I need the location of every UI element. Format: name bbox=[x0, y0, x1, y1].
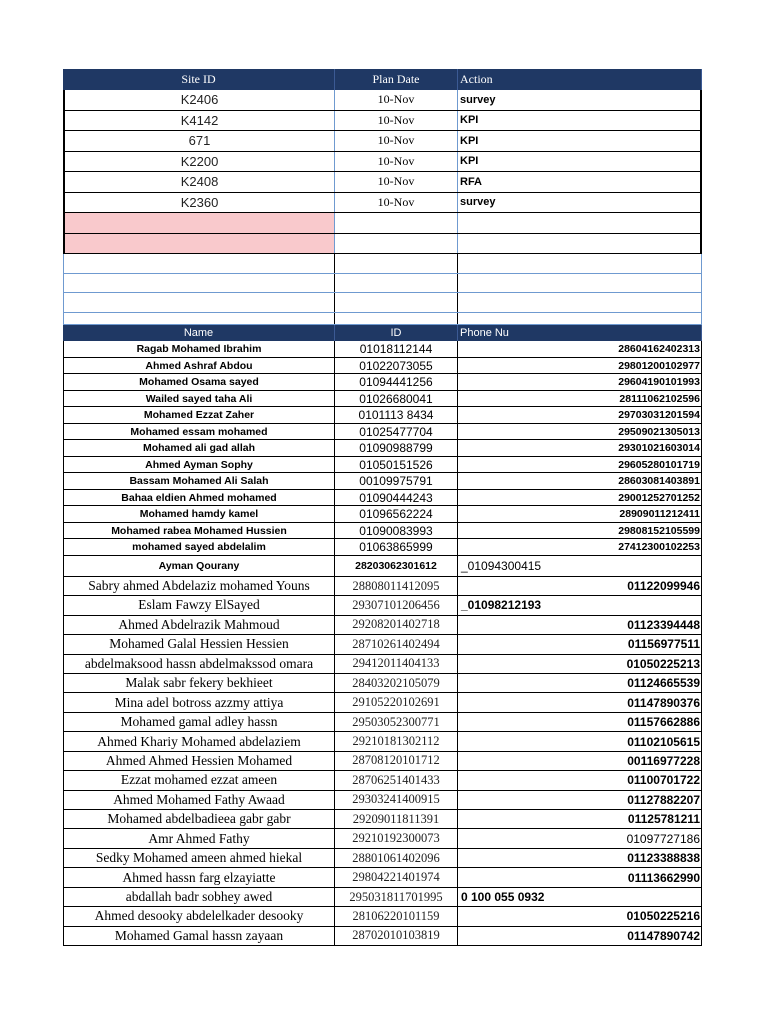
name-cell[interactable]: Ahmed Khariy Mohamed abdelaziem bbox=[64, 732, 335, 750]
plan-row bbox=[63, 111, 702, 132]
phone-cell[interactable]: 01123394448 bbox=[627, 617, 700, 632]
name-cell[interactable]: Sabry ahmed Abdelaziz mohamed Youns bbox=[64, 577, 335, 595]
person-row bbox=[63, 791, 702, 810]
people-header-row bbox=[63, 325, 702, 341]
name-cell[interactable]: Mina adel botross azzmy attiya bbox=[64, 693, 335, 711]
id-cell[interactable]: 29307101206456 bbox=[335, 596, 458, 614]
action-cell[interactable]: KPI bbox=[460, 114, 479, 127]
site-id-cell[interactable]: K2200 bbox=[65, 152, 335, 172]
empty-cell[interactable] bbox=[335, 274, 458, 293]
phone-cell[interactable]: 01100701722 bbox=[627, 773, 700, 788]
phone-cell[interactable]: 29001252701252 bbox=[618, 491, 700, 504]
phone-cell[interactable]: 01127882207 bbox=[627, 792, 700, 807]
person-row bbox=[63, 927, 702, 946]
action-cell[interactable]: survey bbox=[460, 196, 496, 209]
name-cell[interactable]: Ahmed Ahmed Hessien Mohamed bbox=[64, 752, 335, 770]
id-cell[interactable]: 29412011404133 bbox=[335, 655, 458, 673]
name-cell[interactable]: Bassam Mohamed Ali Salah bbox=[64, 473, 335, 489]
id-cell[interactable]: 01022073055 bbox=[335, 358, 458, 374]
id-cell[interactable]: 01050151526 bbox=[335, 457, 458, 473]
id-cell[interactable]: 01096562224 bbox=[335, 506, 458, 522]
phone-cell[interactable]: 01147890376 bbox=[627, 695, 700, 710]
person-row bbox=[63, 655, 702, 674]
person-row bbox=[63, 888, 702, 907]
person-row bbox=[63, 391, 702, 408]
name-cell[interactable]: Mohamed hamdy kamel bbox=[64, 506, 335, 522]
plan-date-cell[interactable] bbox=[335, 234, 458, 254]
plan-date-cell[interactable]: 10-Nov bbox=[335, 131, 458, 151]
name-cell[interactable]: Ahmed Ashraf Abdou bbox=[64, 358, 335, 374]
person-row bbox=[63, 473, 702, 490]
action-cell[interactable]: KPI bbox=[460, 134, 479, 147]
phone-cell[interactable]: 28909011212411 bbox=[619, 508, 700, 521]
id-cell[interactable]: 28203062301612 bbox=[335, 556, 458, 576]
person-row bbox=[63, 490, 702, 507]
plan-header-row bbox=[63, 69, 702, 90]
site-id-header[interactable]: Site ID bbox=[63, 69, 335, 90]
empty-row bbox=[63, 293, 702, 313]
phone-cell[interactable]: _01098212193 bbox=[461, 598, 542, 613]
plan-row-empty bbox=[63, 234, 702, 255]
id-cell[interactable]: 0101113 8434 bbox=[335, 407, 458, 423]
id-cell[interactable]: 01094441256 bbox=[335, 374, 458, 390]
person-row bbox=[63, 539, 702, 556]
name-cell[interactable]: Ahmed desooky abdelelkader desooky bbox=[64, 907, 335, 925]
name-cell[interactable]: Eslam Fawzy ElSayed bbox=[64, 596, 335, 614]
person-row bbox=[63, 616, 702, 635]
phone-cell[interactable]: 01147890742 bbox=[627, 928, 700, 943]
empty-cell[interactable] bbox=[458, 274, 701, 293]
name-cell[interactable]: Mohamed rabea Mohamed Hussien bbox=[64, 523, 335, 539]
site-id-cell[interactable]: 671 bbox=[65, 131, 335, 151]
phone-cell[interactable]: 29605280101719 bbox=[618, 458, 700, 471]
phone-cell[interactable]: 0 100 055 0932 bbox=[461, 890, 545, 904]
name-cell[interactable]: Mohamed Osama sayed bbox=[64, 374, 335, 390]
name-cell[interactable]: Wailed sayed taha Ali bbox=[64, 391, 335, 407]
site-id-cell[interactable] bbox=[65, 213, 335, 233]
person-row bbox=[63, 810, 702, 829]
person-row bbox=[63, 635, 702, 654]
id-cell[interactable]: 29210192300073 bbox=[335, 829, 458, 847]
empty-row bbox=[63, 313, 702, 326]
plan-date-cell[interactable] bbox=[335, 213, 458, 233]
person-row bbox=[63, 732, 702, 751]
person-row bbox=[63, 424, 702, 441]
site-id-cell[interactable] bbox=[65, 234, 335, 254]
id-cell[interactable]: 28706251401433 bbox=[335, 771, 458, 789]
name-cell[interactable]: Ahmed Mohamed Fathy Awaad bbox=[64, 791, 335, 809]
empty-cell[interactable] bbox=[335, 254, 458, 273]
plan-row bbox=[63, 90, 702, 111]
action-cell[interactable]: KPI bbox=[460, 155, 479, 168]
name-cell[interactable]: mohamed sayed abdelalim bbox=[64, 539, 335, 555]
person-row bbox=[63, 868, 702, 887]
person-row bbox=[63, 596, 702, 615]
action-header[interactable]: Action bbox=[458, 69, 702, 90]
plan-date-cell[interactable]: 10-Nov bbox=[335, 90, 458, 110]
name-cell[interactable]: Mohamed essam mohamed bbox=[64, 424, 335, 440]
name-cell[interactable]: Mohamed ali gad allah bbox=[64, 440, 335, 456]
phone-cell[interactable]: 28603081403891 bbox=[618, 475, 700, 488]
plan-date-cell[interactable]: 10-Nov bbox=[335, 152, 458, 172]
id-cell[interactable]: 01090988799 bbox=[335, 440, 458, 456]
name-cell[interactable]: Mohamed Gamal hassn zayaan bbox=[64, 927, 335, 945]
plan-row bbox=[63, 131, 702, 152]
empty-row bbox=[63, 274, 702, 294]
name-header[interactable]: Name bbox=[63, 325, 335, 341]
phone-header[interactable]: Phone Nu bbox=[458, 325, 702, 341]
person-row bbox=[63, 506, 702, 523]
phone-cell[interactable]: 01125781211 bbox=[627, 812, 700, 827]
name-cell[interactable]: Ahmed Abdelrazik Mahmoud bbox=[64, 616, 335, 634]
id-cell[interactable]: 01025477704 bbox=[335, 424, 458, 440]
empty-row bbox=[63, 254, 702, 274]
site-id-cell[interactable]: K4142 bbox=[65, 111, 335, 131]
id-cell[interactable]: 00109975791 bbox=[335, 473, 458, 489]
name-cell[interactable]: Ayman Qourany bbox=[64, 556, 335, 576]
person-row bbox=[63, 358, 702, 375]
id-cell[interactable]: 28403202105079 bbox=[335, 674, 458, 692]
person-row bbox=[63, 693, 702, 712]
person-row bbox=[63, 771, 702, 790]
name-cell[interactable]: Ahmed Ayman Sophy bbox=[64, 457, 335, 473]
person-row bbox=[63, 457, 702, 474]
id-header[interactable]: ID bbox=[335, 325, 458, 341]
id-cell[interactable]: 29503052300771 bbox=[335, 713, 458, 731]
person-row bbox=[63, 341, 702, 358]
id-cell[interactable]: 01026680041 bbox=[335, 391, 458, 407]
id-cell[interactable]: 29210181302112 bbox=[335, 732, 458, 750]
phone-cell[interactable]: 28604162402313 bbox=[618, 343, 700, 356]
phone-cell[interactable]: 29703031201594 bbox=[618, 409, 700, 422]
phone-cell[interactable]: 28111062102596 bbox=[619, 392, 700, 405]
empty-cell[interactable] bbox=[458, 254, 701, 273]
phone-cell[interactable]: 29301021603014 bbox=[618, 442, 700, 455]
phone-cell[interactable]: 00116977228 bbox=[627, 753, 700, 768]
id-cell[interactable]: 29804221401974 bbox=[335, 868, 458, 886]
id-cell[interactable]: 28702010103819 bbox=[335, 927, 458, 945]
person-row bbox=[63, 849, 702, 868]
site-id-cell[interactable]: K2406 bbox=[65, 90, 335, 110]
name-cell[interactable]: Malak sabr fekery bekhieet bbox=[64, 674, 335, 692]
person-row bbox=[63, 674, 702, 693]
id-cell[interactable]: 28801061402096 bbox=[335, 849, 458, 867]
phone-cell[interactable]: 27412300102253 bbox=[618, 541, 700, 554]
phone-cell[interactable]: 29808152105599 bbox=[618, 524, 700, 537]
plan-date-header[interactable]: Plan Date bbox=[335, 69, 458, 90]
id-cell[interactable]: 29208201402718 bbox=[335, 616, 458, 634]
phone-cell[interactable]: 01122099946 bbox=[627, 579, 700, 593]
phone-cell[interactable]: 01113662990 bbox=[627, 870, 700, 885]
person-row bbox=[63, 907, 702, 926]
id-cell[interactable]: 01090444243 bbox=[335, 490, 458, 506]
empty-cell[interactable] bbox=[64, 274, 335, 293]
phone-cell[interactable]: 01157662886 bbox=[627, 715, 700, 730]
plan-date-cell[interactable]: 10-Nov bbox=[335, 172, 458, 192]
action-cell[interactable]: RFA bbox=[460, 175, 482, 188]
empty-cell[interactable] bbox=[458, 293, 701, 312]
name-cell[interactable]: Ahmed hassn farg elzayiatte bbox=[64, 868, 335, 886]
phone-cell[interactable]: 29604190101993 bbox=[618, 376, 700, 389]
name-cell[interactable]: Mohamed Ezzat Zaher bbox=[64, 407, 335, 423]
phone-cell[interactable]: 29801200102977 bbox=[618, 359, 700, 372]
id-cell[interactable]: 01063865999 bbox=[335, 539, 458, 555]
person-row bbox=[63, 577, 702, 596]
phone-cell[interactable]: 01123388838 bbox=[627, 851, 700, 866]
phone-cell[interactable]: 01124665539 bbox=[627, 676, 700, 691]
id-cell[interactable]: 01018112144 bbox=[335, 341, 458, 357]
action-cell[interactable]: survey bbox=[460, 93, 496, 106]
spreadsheet bbox=[63, 69, 702, 946]
plan-row bbox=[63, 193, 702, 214]
phone-cell[interactable]: 01050225216 bbox=[626, 909, 700, 924]
empty-cell[interactable] bbox=[335, 293, 458, 312]
action-cell[interactable] bbox=[458, 234, 700, 254]
name-cell[interactable]: Sedky Mohamed ameen ahmed hiekal bbox=[64, 849, 335, 867]
person-row bbox=[63, 713, 702, 732]
name-cell[interactable]: Amr Ahmed Fathy bbox=[64, 829, 335, 847]
plan-row bbox=[63, 152, 702, 173]
name-cell[interactable]: Mohamed Galal Hessien Hessien bbox=[64, 635, 335, 653]
person-row bbox=[63, 752, 702, 771]
person-row bbox=[63, 523, 702, 540]
id-cell[interactable]: 28106220101159 bbox=[335, 907, 458, 925]
person-row bbox=[63, 556, 702, 577]
name-cell[interactable]: abdelmaksood hassn abdelmakssod omara bbox=[64, 655, 335, 673]
phone-cell[interactable]: 01156977511 bbox=[627, 637, 700, 652]
person-row bbox=[63, 829, 702, 848]
empty-cell[interactable] bbox=[64, 293, 335, 312]
id-cell[interactable]: 28708120101712 bbox=[335, 752, 458, 770]
id-cell[interactable]: 28808011412095 bbox=[335, 577, 458, 595]
person-row bbox=[63, 440, 702, 457]
name-cell[interactable]: Ezzat mohamed ezzat ameen bbox=[64, 771, 335, 789]
phone-cell[interactable]: 29509021305013 bbox=[618, 425, 700, 438]
name-cell[interactable]: Mohamed abdelbadieea gabr gabr bbox=[64, 810, 335, 828]
action-cell[interactable] bbox=[458, 213, 700, 233]
empty-cell[interactable] bbox=[64, 313, 335, 325]
name-cell[interactable]: abdallah badr sobhey awed bbox=[64, 888, 335, 906]
plan-row bbox=[63, 172, 702, 193]
person-row bbox=[63, 374, 702, 391]
empty-cell[interactable] bbox=[458, 313, 701, 325]
empty-cell[interactable] bbox=[335, 313, 458, 325]
name-cell[interactable]: Bahaa eldien Ahmed mohamed bbox=[64, 490, 335, 506]
name-cell[interactable]: Mohamed gamal adley hassn bbox=[64, 713, 335, 731]
id-cell[interactable]: 29303241400915 bbox=[335, 791, 458, 809]
phone-cell[interactable]: 01097727186 bbox=[626, 831, 700, 846]
phone-cell[interactable]: 01050225213 bbox=[626, 656, 700, 671]
id-cell[interactable]: 29105220102691 bbox=[335, 693, 458, 711]
phone-cell[interactable]: _01094300415 bbox=[461, 558, 542, 573]
id-cell[interactable]: 01090083993 bbox=[335, 523, 458, 539]
empty-cell[interactable] bbox=[64, 254, 335, 273]
person-row bbox=[63, 407, 702, 424]
plan-date-cell[interactable]: 10-Nov bbox=[335, 193, 458, 213]
plan-date-cell[interactable]: 10-Nov bbox=[335, 111, 458, 131]
name-cell[interactable]: Ragab Mohamed Ibrahim bbox=[64, 341, 335, 357]
id-cell[interactable]: 28710261402494 bbox=[335, 635, 458, 653]
plan-row-empty bbox=[63, 213, 702, 234]
id-cell[interactable]: 295031811701995 bbox=[335, 888, 458, 906]
id-cell[interactable]: 29209011811391 bbox=[335, 810, 458, 828]
phone-cell[interactable]: 01102105615 bbox=[627, 734, 700, 749]
site-id-cell[interactable]: K2408 bbox=[65, 172, 335, 192]
site-id-cell[interactable]: K2360 bbox=[65, 193, 335, 213]
